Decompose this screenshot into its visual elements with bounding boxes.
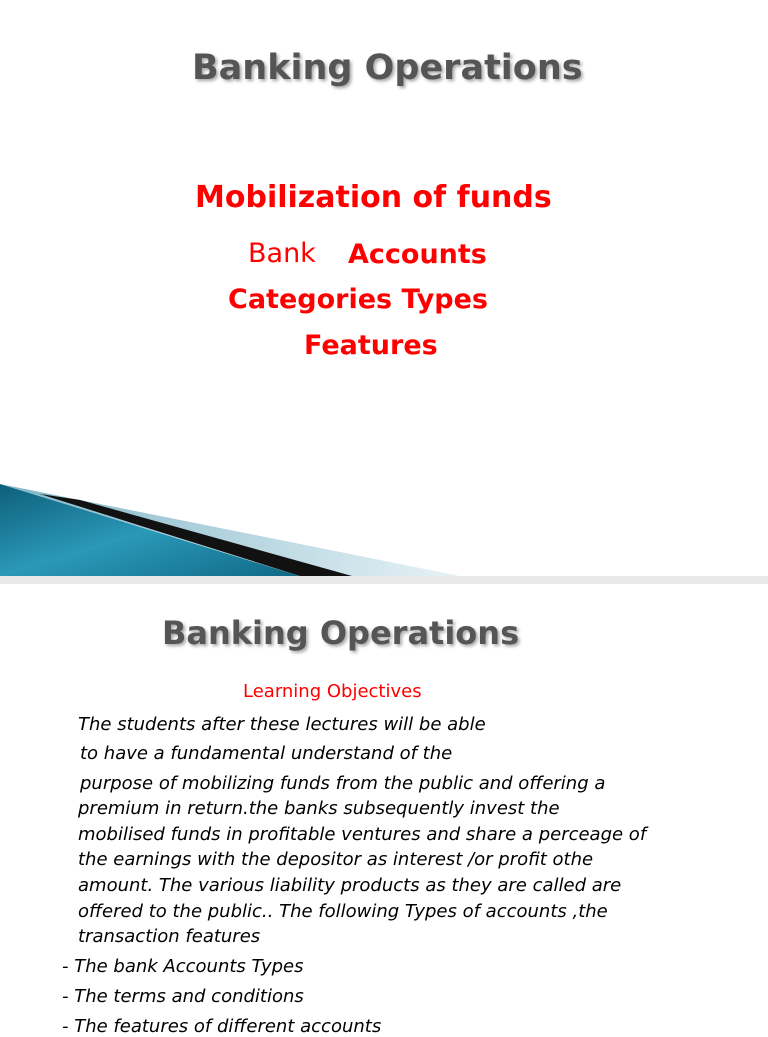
bullet-item: - The bank Accounts Types: [62, 956, 304, 977]
subtitle-features: Features: [304, 330, 438, 361]
learning-objectives-heading: Learning Objectives: [243, 681, 422, 702]
paragraph-line: purpose of mobilizing funds from the public and offering a: [80, 773, 606, 794]
bullet-item: - The terms and conditions: [62, 986, 304, 1007]
paragraph-line: to have a fundamental understand of the: [80, 743, 453, 764]
paragraph-line: mobilised funds in profitable ventures and share a perceage of: [78, 824, 647, 845]
subtitle-mobilization: Mobilization of funds: [195, 180, 552, 215]
subtitle-accounts: Accounts: [348, 239, 487, 270]
slide-2-title: Banking Operations: [162, 614, 520, 652]
paragraph-line: offered to the public.. The following Types of accounts ,the: [78, 901, 608, 922]
subtitle-categories-types: Categories Types: [228, 284, 489, 315]
paragraph-line: transaction features: [78, 926, 261, 947]
slide-divider: [0, 576, 768, 584]
subtitle-bank: Bank: [248, 238, 316, 269]
bullet-item: - The features of different accounts: [62, 1016, 382, 1037]
slide-1-title: Banking Operations: [192, 48, 583, 88]
slide-2: [0, 584, 768, 1037]
decorative-wedge: [0, 480, 470, 576]
paragraph-line: the earnings with the depositor as interest /or profit othe: [78, 849, 594, 870]
paragraph-line: premium in return.the banks subsequently invest the: [78, 798, 560, 819]
paragraph-line: The students after these lectures will be able: [78, 714, 486, 735]
paragraph-line: amount. The various liability products as they are called are: [78, 875, 622, 896]
